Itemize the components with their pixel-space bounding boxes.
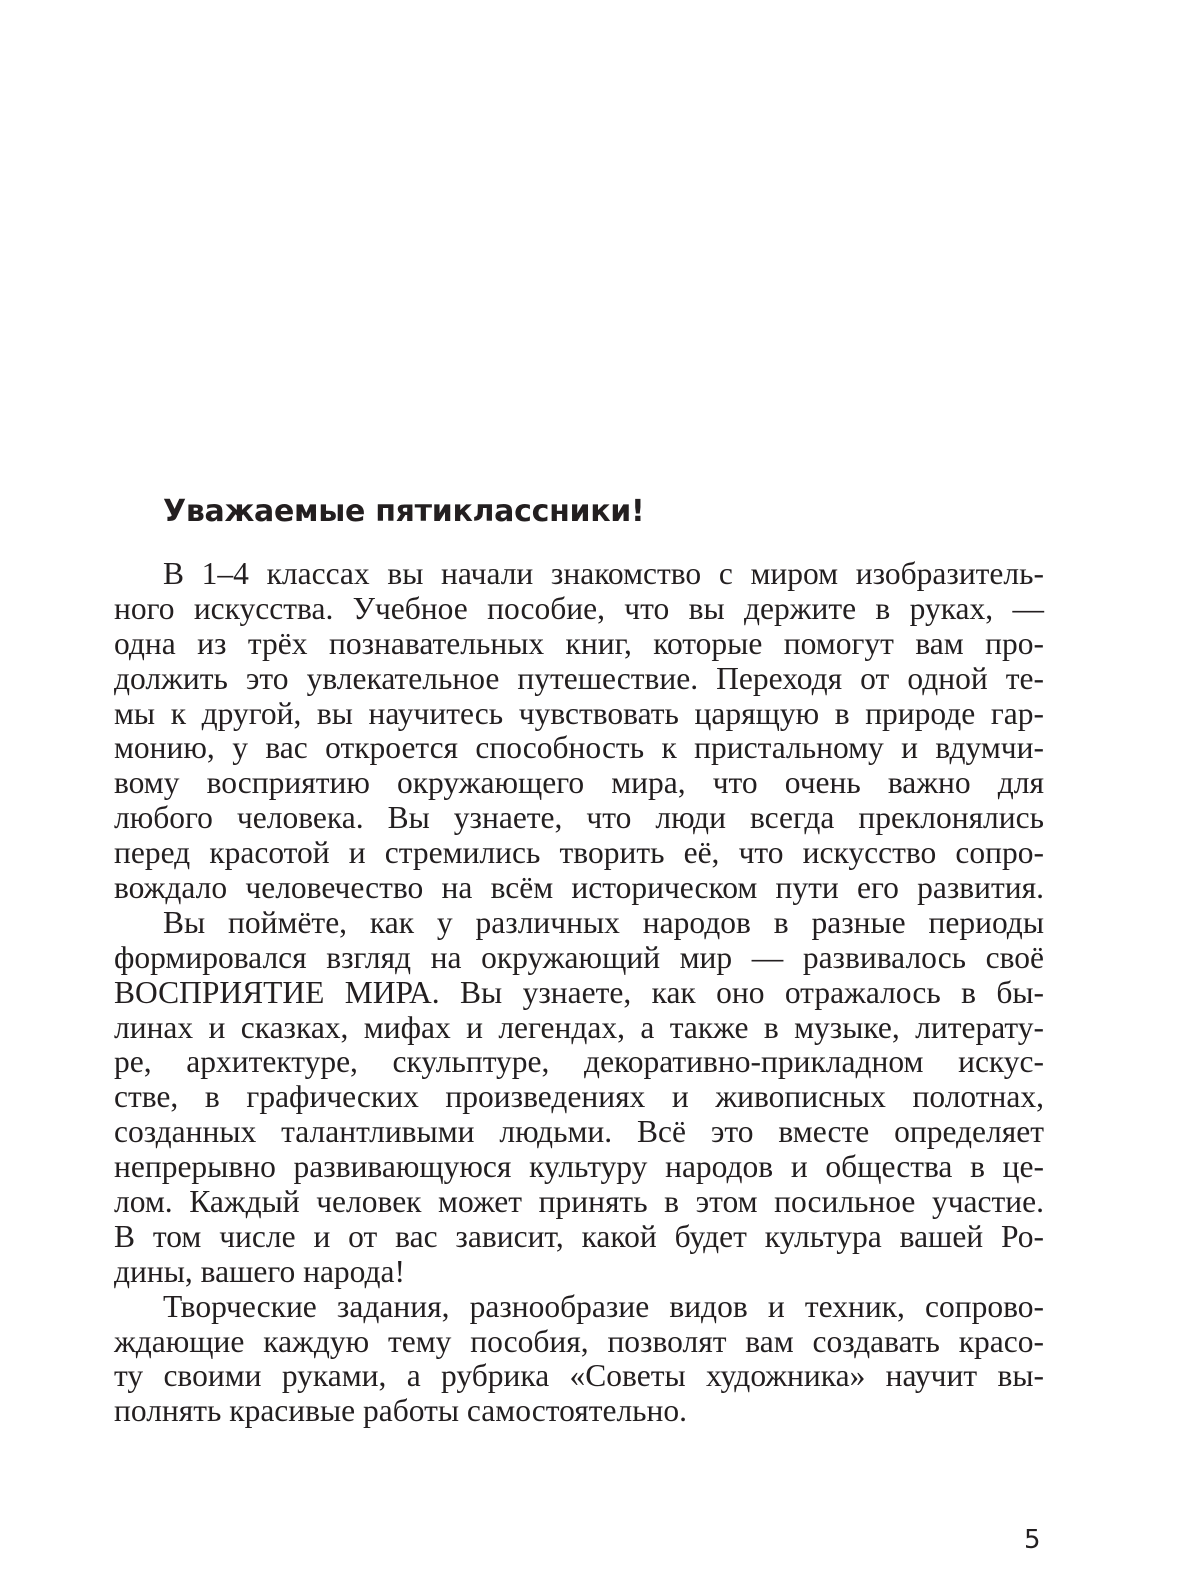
text-line: дины, вашего народа! (114, 1253, 406, 1289)
text-line: перед красотой и стремились творить её, что искусство сопро- (114, 835, 1044, 871)
page-heading: Уважаемые пятиклассники! (163, 494, 645, 529)
text-line: непрерывно развивающуюся культуру народов и общества в це- (114, 1149, 1044, 1185)
page-number: 5 (1024, 1525, 1041, 1555)
body-text (114, 557, 1044, 1429)
text-line: одна из трёх познавательных книг, которые помогут вам про- (114, 625, 1044, 661)
text-line: стве, в графических произведениях и живописных полотнах, (114, 1079, 1044, 1115)
text-line: вождало человечество на всём историческом пути его развития. (114, 870, 1044, 906)
text-line: ждающие каждую тему пособия, позволят вам создавать красо- (114, 1323, 1044, 1359)
text-line: Творческие задания, разнообразие видов и техник, сопрово- (163, 1288, 1044, 1324)
text-line: монию, у вас откроется способность к пристальному и вдумчи- (114, 730, 1044, 766)
text-line: В 1–4 классах вы начали знакомство с миром изобразитель- (163, 556, 1044, 591)
text-line: полнять красивые работы самостоятельно. (114, 1393, 688, 1429)
text-line: ВОСПРИЯТИЕ МИРА. Вы узнаете, как оно отражалось в бы- (114, 974, 1044, 1010)
text-line: ту своими руками, а рубрика «Советы художника» научит вы- (114, 1358, 1044, 1394)
text-line: линах и сказках, мифах и легендах, а также в музыке, литерату- (114, 1009, 1044, 1045)
text-line: ного искусства. Учебное пособие, что вы держите в руках, — (114, 590, 1044, 626)
text-line: В том числе и от вас зависит, какой будет культура вашей Ро- (114, 1218, 1044, 1254)
text-line: мы к другой, вы научитесь чувствовать царящую в природе гар- (114, 695, 1044, 731)
text-line: вому восприятию окружающего мира, что очень важно для (114, 765, 1044, 801)
text-line: ре, архитектуре, скульптуре, декоративно-прикладном искус- (114, 1044, 1044, 1080)
text-line: лом. Каждый человек может принять в этом посильное участие. (114, 1184, 1044, 1220)
text-line: любого человека. Вы узнаете, что люди всегда преклонялись (114, 800, 1044, 836)
text-line: Вы поймёте, как у различных народов в разные периоды (163, 904, 1044, 940)
text-line: созданных талантливыми людьми. Всё это вместе определяет (114, 1114, 1044, 1150)
text-line: должить это увлекательное путешествие. Переходя от одной те- (114, 660, 1044, 696)
text-line: формировался взгляд на окружающий мир — развивалось своё (114, 939, 1044, 975)
